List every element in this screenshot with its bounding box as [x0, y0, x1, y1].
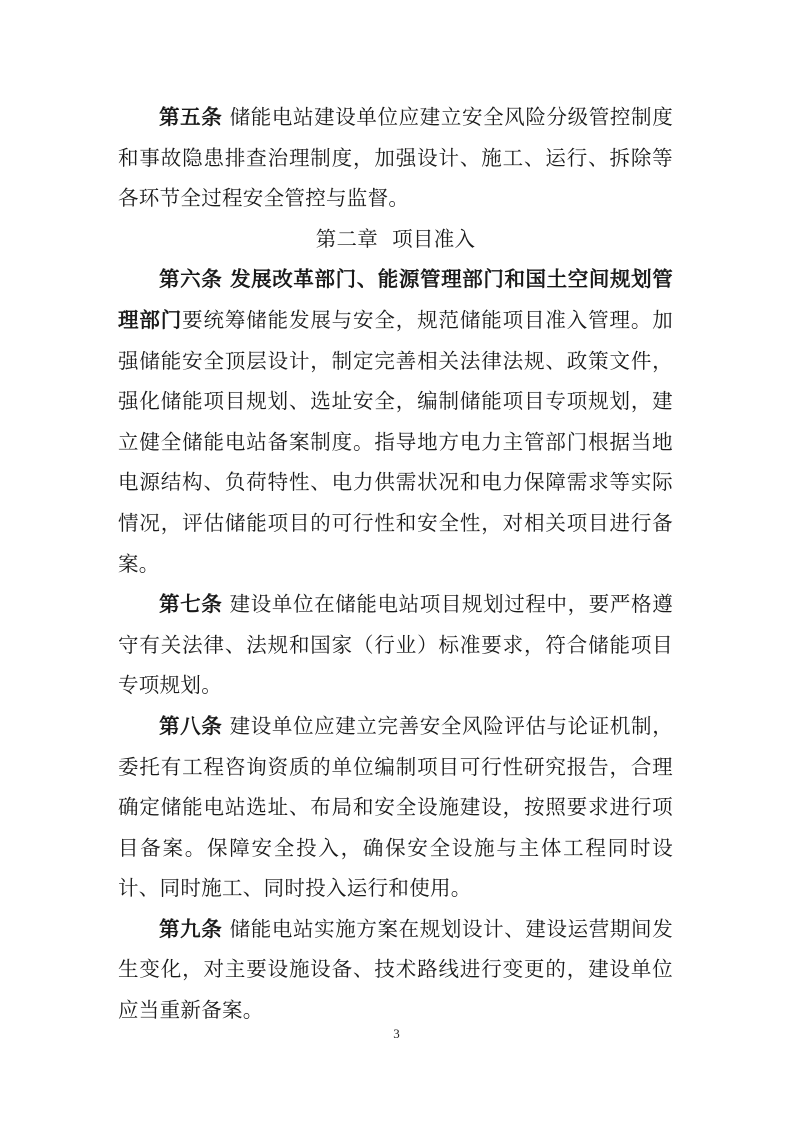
chapter-number: 第二章: [315, 226, 379, 251]
article-5: [118, 97, 673, 219]
article-9-heading: 第九条: [159, 916, 223, 941]
article-8-text: 建设单位应建立完善安全风险评估与论证机制，委托有工程咨询资质的单位编制项目可行性研究报告，合理确定储能电站选址、布局和安全设施建设，按照要求进行项目备案。保障安全投入，确保安全设施与主体工程同时设计、同时施工、同时投入运行和使用。: [118, 713, 673, 901]
article-8-heading: 第八条: [159, 713, 223, 738]
article-9: [118, 909, 673, 1031]
article-5-heading: 第五条: [159, 105, 223, 129]
article-6: [118, 259, 673, 584]
article-6-text: 要统筹储能发展与安全，规范储能项目准入管理。加强储能安全顶层设计，制定完善相关法律法规、政策文件，强化储能项目规划、选址安全，编制储能项目专项规划，建立健全储能电站备案制度。指导地方电力主管部门根据当地电源结构、负荷特性、电力供需状况和电力保障需求等实际情况，评估储能项目的可行性和安全性，对相关项目进行备案。: [118, 307, 673, 576]
article-9-text: 储能电站实施方案在规划设计、建设运营期间发生变化，对主要设施设备、技术路线进行变更的，建设单位应当重新备案。: [118, 916, 673, 1023]
article-7: [118, 584, 673, 706]
article-7-heading: 第七条: [159, 592, 223, 617]
chapter-heading: [118, 219, 673, 260]
article-5-text: 储能电站建设单位应建立安全风险分级管控制度和事故隐患排查治理制度，加强设计、施工、运行、拆除等各环节全过程安全管控与监督。: [118, 105, 673, 211]
page-number: 3: [393, 1026, 400, 1041]
chapter-title: 项目准入: [392, 226, 476, 251]
article-8: [118, 706, 673, 909]
document-body: [118, 97, 673, 1031]
article-6-heading: 第六条 发展改革部门、能源管理部门和国土空间规划管理部门: [118, 267, 673, 332]
article-7-text: 建设单位在储能电站项目规划过程中，要严格遵守有关法律、法规和国家（行业）标准要求，符合储能项目专项规划。: [118, 592, 673, 698]
